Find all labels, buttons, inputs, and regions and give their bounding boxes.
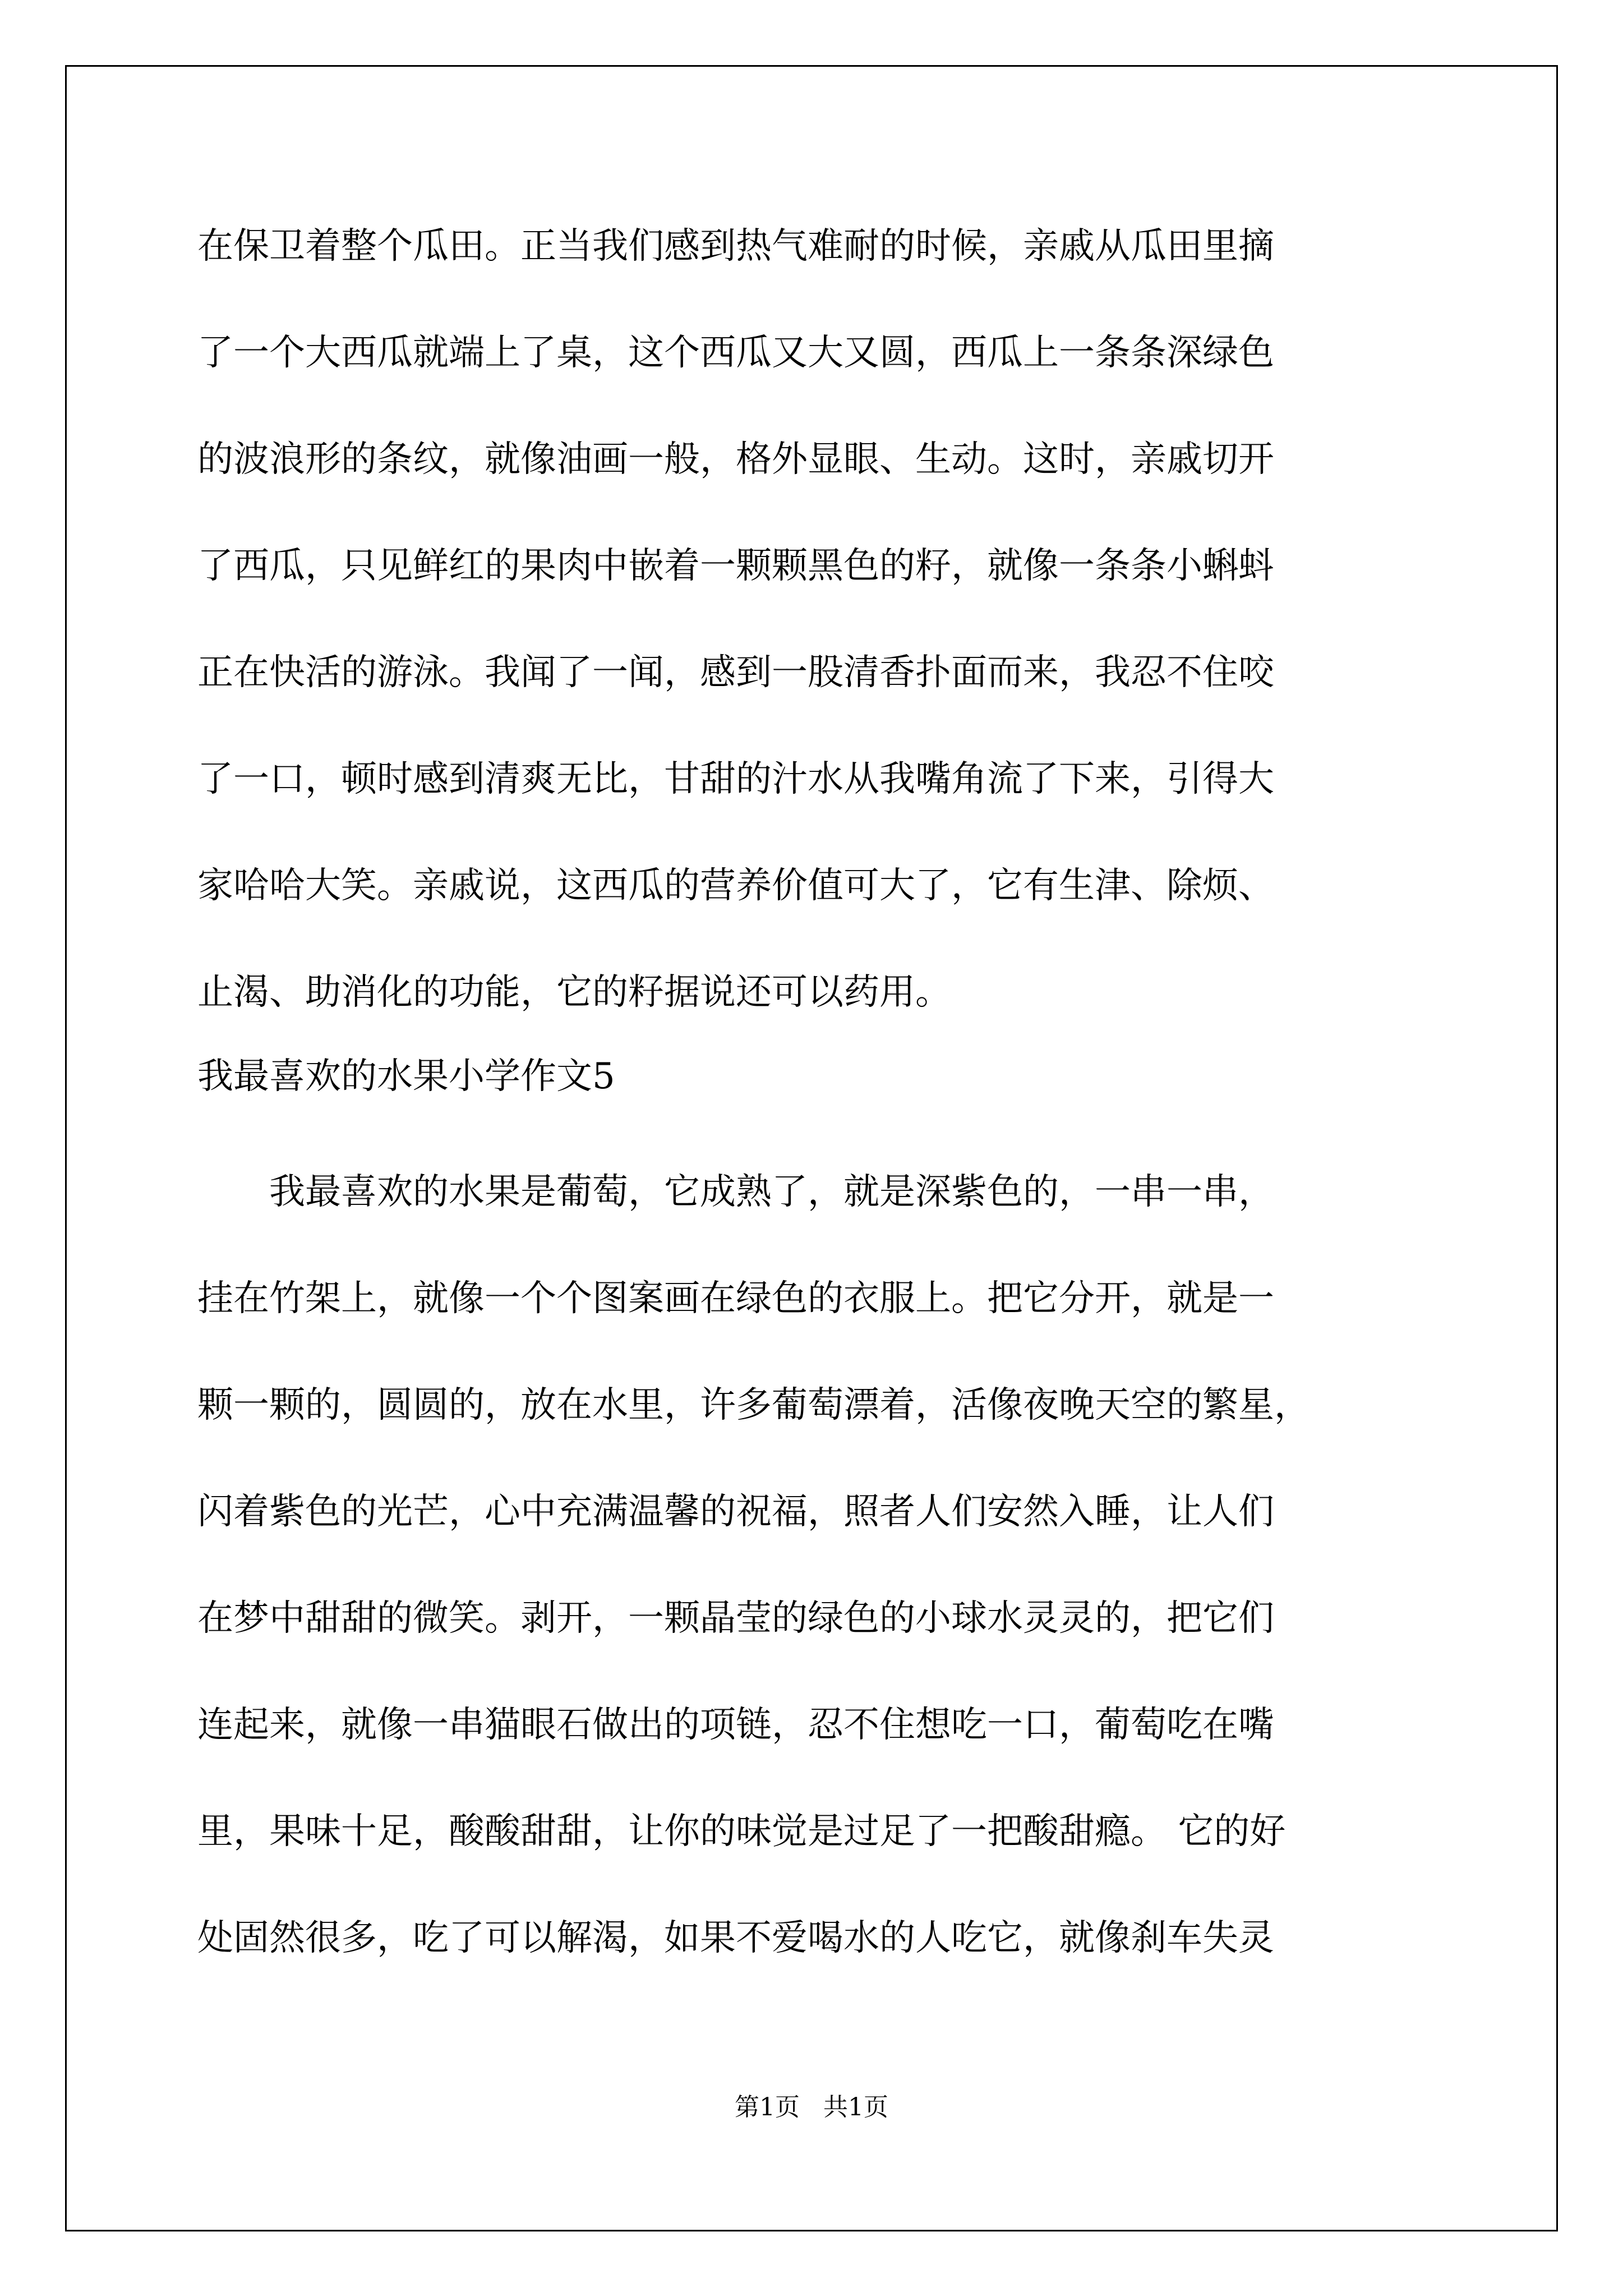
text-line: 正在快活的游泳。我闻了一闻，感到一股清香扑面而来，我忍不住咬 [197,652,1274,693]
text-line: 的波浪形的条纹，就像油画一般，格外显眼、生动。这时，亲戚切开 [197,439,1274,480]
page-footer: 第1页 共1页 [735,2093,888,2122]
text-line: 闪着紫色的光芒，心中充满温馨的祝福，照者人们安然入睡，让人们 [197,1491,1274,1533]
text-line: 我最喜欢的水果是葡萄，它成熟了，就是深紫色的，一串一串， [269,1171,1274,1213]
text-line: 处固然很多，吃了可以解渴，如果不爱喝水的人吃它，就像刹车失灵 [197,1917,1274,1959]
document-body [197,215,1431,2014]
section-heading: 我最喜欢的水果小学作文5 [197,1056,615,1097]
text-line: 在保卫着整个瓜田。正当我们感到热气难耐的时候，亲戚从瓜田里摘 [197,226,1274,267]
text-line: 在梦中甜甜的微笑。剥开，一颗晶莹的绿色的小球水灵灵的，把它们 [197,1598,1274,1639]
text-line: 连起来，就像一串猫眼石做出的项链，忍不住想吃一口，葡萄吃在嘴 [197,1704,1274,1746]
text-line: 了西瓜，只见鲜红的果肉中嵌着一颗颗黑色的籽，就像一条条小蝌蚪 [197,545,1274,587]
text-line: 颗一颗的，圆圆的，放在水里，许多葡萄漂着，活像夜晚天空的繁星， [197,1384,1310,1426]
text-line: 家哈哈大笑。亲戚说，这西瓜的营养价值可大了，它有生津、除烦、 [197,865,1274,907]
text-line: 了一口，顿时感到清爽无比，甘甜的汁水从我嘴角流了下来，引得大 [197,758,1274,800]
text-line: 止渴、助消化的功能，它的籽据说还可以药用。 [197,972,951,1013]
text-line: 了一个大西瓜就端上了桌，这个西瓜又大又圆，西瓜上一条条深绿色 [197,332,1274,374]
text-line: 里，果味十足，酸酸甜甜，让你的味觉是过足了一把酸甜瘾。 它的好 [197,1811,1286,1852]
text-line: 挂在竹架上，就像一个个图案画在绿色的衣服上。把它分开，就是一 [197,1278,1274,1319]
